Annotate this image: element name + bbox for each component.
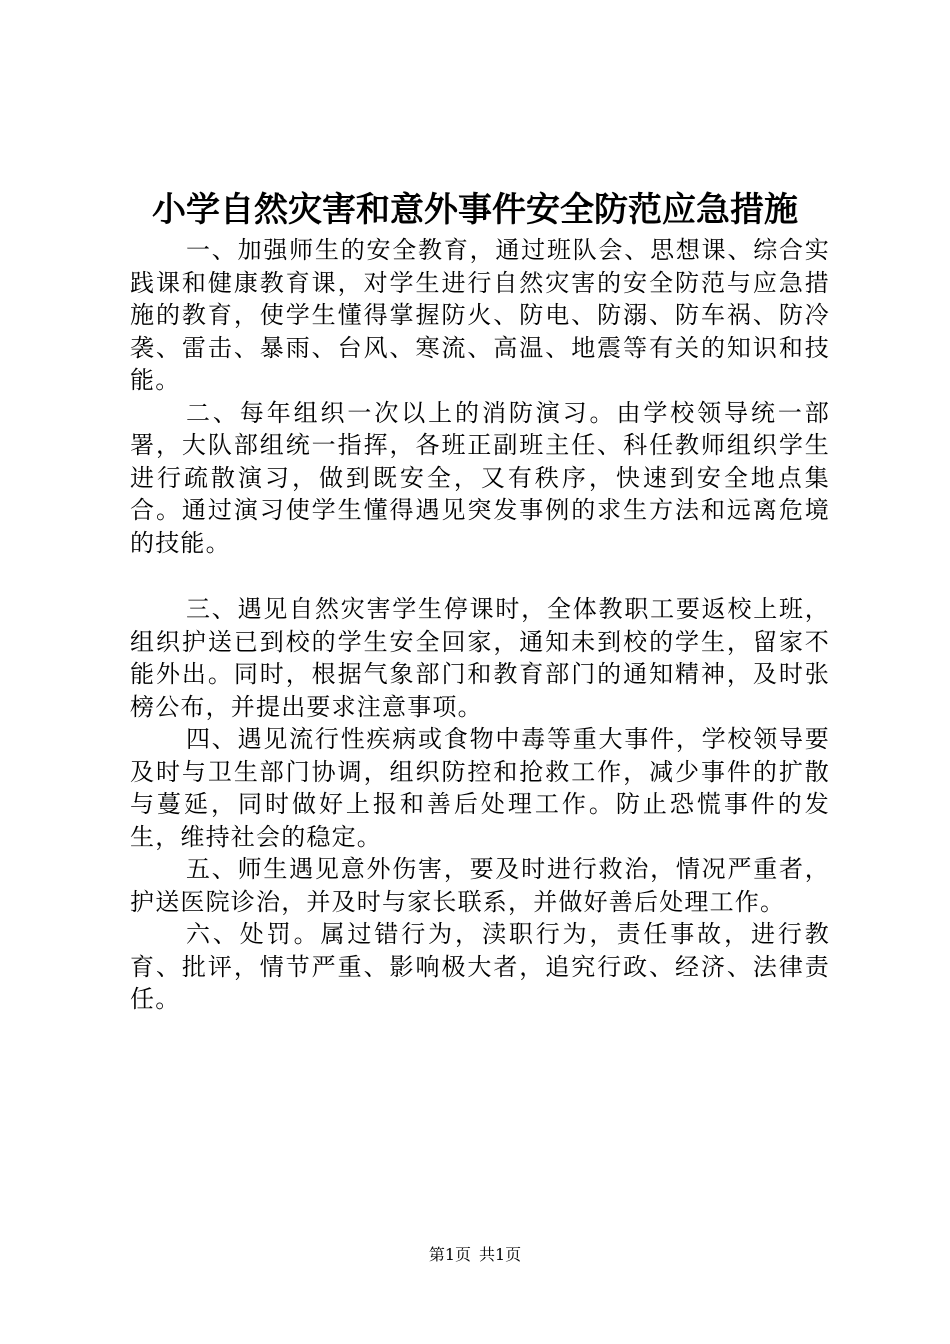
document-title: 小学自然灾害和意外事件安全防范应急措施 bbox=[152, 190, 798, 230]
paragraph-1: 一、加强师生的安全教育，通过班队会、思想课、综合实践课和健康教育课，对学生进行自然灾害的安全防范与应急措施的教育，使学生懂得掌握防火、防电、防溺、防车祸、防冷袭、雷击、暴雨、台风、寒流、高温、地震等有关的知识和技能。 bbox=[130, 236, 830, 394]
page-number: 第1页 bbox=[428, 1245, 471, 1264]
paragraph-4: 四、遇见流行性疾病或食物中毒等重大事件，学校领导要及时与卫生部门协调，组织防控和抢救工作，减少事件的扩散与蔓延，同时做好上报和善后处理工作。防止恐慌事件的发生，维持社会的稳定。 bbox=[130, 725, 830, 851]
page-footer bbox=[0, 1244, 950, 1266]
page-total: 共1页 bbox=[479, 1245, 522, 1264]
paragraph-2: 二、每年组织一次以上的消防演习。由学校领导统一部署，大队部组统一指挥，各班正副班主任、科任教师组织学生进行疏散演习，做到既安全，又有秩序，快速到安全地点集合。通过演习使学生懂得遇见突发事例的求生方法和远离危境的技能。 bbox=[130, 398, 830, 557]
paragraph-5: 五、师生遇见意外伤害，要及时进行救治，情况严重者，护送医院诊治，并及时与家长联系，并做好善后处理工作。 bbox=[130, 855, 830, 916]
paragraph-6: 六、处罚。属过错行为，渎职行为，责任事故，进行教育、批评，情节严重、影响极大者，追究行政、经济、法律责任。 bbox=[130, 920, 830, 1013]
paragraph-3: 三、遇见自然灾害学生停课时，全体教职工要返校上班，组织护送已到校的学生安全回家，通知未到校的学生，留家不能外出。同时，根据气象部门和教育部门的通知精神，及时张榜公布，并提出要求注意事项。 bbox=[130, 595, 830, 721]
document-body bbox=[130, 234, 830, 1016]
